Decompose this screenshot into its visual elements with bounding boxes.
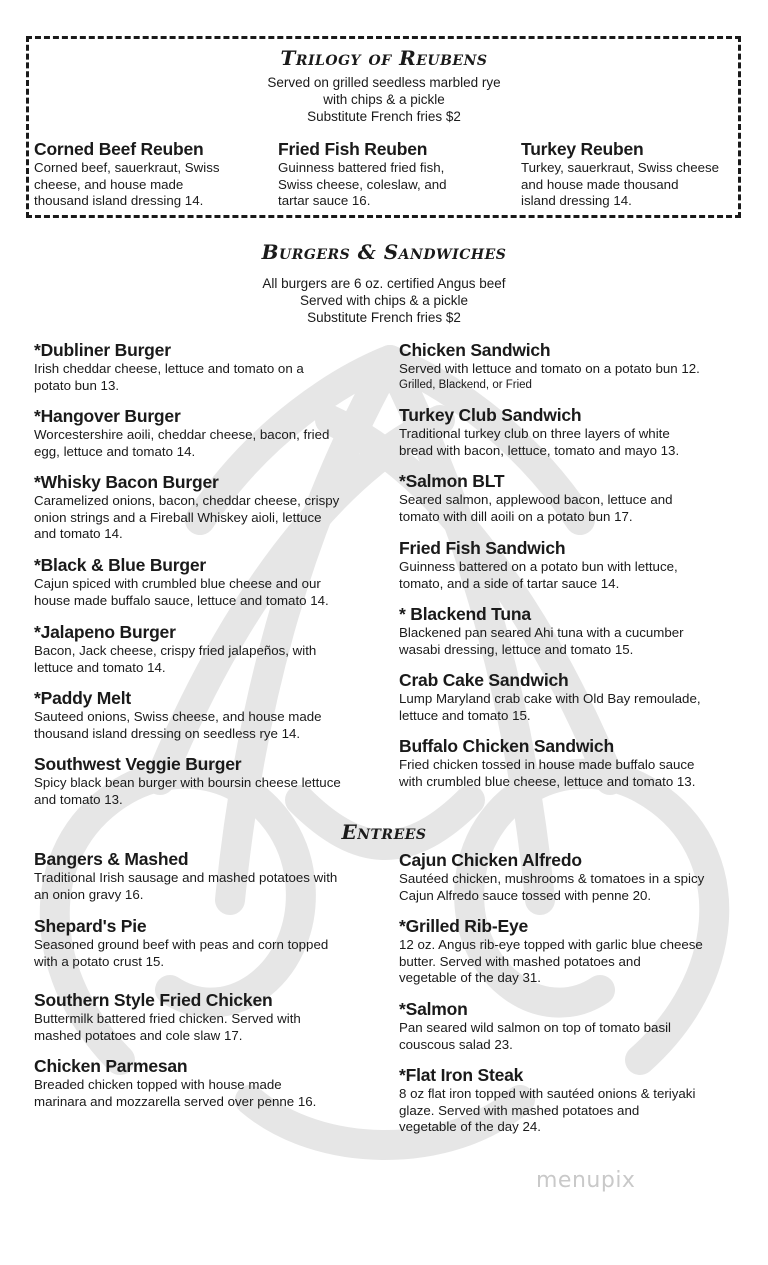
item-name: Chicken Sandwich [399,340,551,360]
menu-item-salmon [399,999,749,1053]
item-description: thousand island dressing 14. [34,193,204,208]
item-description: Traditional turkey club on three layers of white [399,426,670,441]
item-description: Corned beef, sauerkraut, Swiss [34,160,220,175]
item-description: onion strings and a Fireball Whiskey aioli, lettuce [34,509,322,525]
item-description: with a potato crust 15. [34,953,165,969]
item-name: Southwest Veggie Burger [34,754,242,774]
reubens-intro [0,74,768,125]
item-description: and house made thousand [521,176,679,192]
item-description: Worcestershire aoili, cheddar cheese, bacon, fried [34,427,330,442]
item-description: 12 oz. Angus rib-eye topped with garlic blue cheese [399,937,703,952]
burgers-intro [0,275,768,326]
item-description: tomato, and a side of tartar sauce 14. [399,575,620,591]
item-name: *Black & Blue Burger [34,555,207,575]
menu-item-turkey-reuben [521,139,736,210]
item-name: *Grilled Rib-Eye [399,916,529,936]
item-name: Turkey Reuben [521,139,644,159]
menu-item-dubliner-burger [34,340,384,394]
item-description: vegetable of the day 31. [399,970,541,985]
item-note: Grilled, Blackend, or Fried [399,378,532,391]
item-name: Fried Fish Reuben [278,139,428,159]
item-name: Crab Cake Sandwich [399,670,569,690]
item-name: *Paddy Melt [34,688,131,708]
reubens-section-title: Trilogy of Reubens [280,46,488,70]
item-name: Turkey Club Sandwich [399,405,582,425]
item-description: couscous salad 23. [399,1036,513,1052]
item-name: Chicken Parmesan [34,1056,188,1076]
menu-item-grilled-rib-eye [399,916,749,987]
item-description: Served with lettuce and tomato on a potato bun 12. [399,361,700,376]
menu-item-paddy-melt [34,688,384,742]
item-description: Swiss cheese, coleslaw, and [278,176,447,192]
reubens-intro-line: Served on grilled seedless marbled rye [267,75,501,90]
item-description: lettuce and tomato 15. [399,707,531,723]
item-name: Shepard's Pie [34,916,147,936]
item-description: Cajun spiced with crumbled blue cheese and our [34,576,321,591]
item-description: Seasoned ground beef with peas and corn topped [34,937,329,952]
menu-item-chicken-sandwich [399,340,749,392]
item-name: *Dubliner Burger [34,340,171,360]
item-description: Cajun Alfredo sauce tossed with penne 20. [399,887,652,903]
item-description: Guinness battered on a potato bun with lettuce, [399,559,678,574]
item-description: bread with bacon, lettuce, tomato and mayo 13. [399,442,680,458]
item-name: Fried Fish Sandwich [399,538,566,558]
entrees-section-title: Entrees [341,820,427,844]
menu-item-salmon-blt [399,471,749,525]
item-description: Irish cheddar cheese, lettuce and tomato on a [34,361,304,376]
menupix-watermark: menupix [536,1168,636,1193]
item-description: Pan seared wild salmon on top of tomato basil [399,1020,672,1035]
item-description: Seared salmon, applewood bacon, lettuce and [399,492,673,507]
item-name: Corned Beef Reuben [34,139,204,159]
item-name: Cajun Chicken Alfredo [399,850,582,870]
item-description: Lump Maryland crab cake with Old Bay remoulade, [399,691,701,706]
item-name: *Whisky Bacon Burger [34,472,219,492]
menu-item-whisky-bacon-burger [34,472,384,543]
menu-item-fried-fish-sandwich [399,538,749,592]
item-description: Fried chicken tossed in house made buffalo sauce [399,757,695,772]
item-description: butter. Served with mashed potatoes and [399,953,641,969]
item-description: lettuce and tomato 14. [34,659,166,675]
menu-item-turkey-club-sandwich [399,405,749,459]
menu-item-cajun-chicken-alfredo [399,850,749,904]
menu-item-chicken-parmesan [34,1056,384,1110]
menu-item-corned-beef-reuben [34,139,264,210]
item-description: tomato with dill aoili on a potato bun 17. [399,508,633,524]
item-description: Blackened pan seared Ahi tuna with a cucumber [399,625,684,640]
item-description: cheese, and house made [34,176,184,192]
item-description: glaze. Served with mashed potatoes and [399,1102,640,1118]
menu-item-blackend-tuna [399,604,749,658]
item-description: Guinness battered fried fish, [278,160,445,175]
item-description: Sautéed chicken, mushrooms & tomatoes in a spicy [399,871,705,886]
item-description: potato bun 13. [34,377,120,393]
item-name: *Flat Iron Steak [399,1065,524,1085]
item-description: marinara and mozzarella served over penne 16. [34,1093,317,1109]
item-name: Southern Style Fried Chicken [34,990,273,1010]
item-description: house made buffalo sauce, lettuce and tomato 14. [34,592,329,608]
item-description: Turkey, sauerkraut, Swiss cheese [521,160,720,175]
burgers-intro-line: Served with chips & a pickle [299,293,469,308]
item-description: thousand island dressing on seedless rye 14. [34,725,301,741]
menu-item-black-blue-burger [34,555,384,609]
item-description: vegetable of the day 24. [399,1119,541,1134]
item-name: *Salmon BLT [399,471,505,491]
menu-item-bangers-mashed [34,849,384,903]
menu-item-southern-style-fried-chicken [34,990,384,1044]
item-name: Bangers & Mashed [34,849,189,869]
item-description: Bacon, Jack cheese, crispy fried jalapeños, with [34,643,317,658]
item-name: * Blackend Tuna [399,604,531,624]
item-description: with crumbled blue cheese, lettuce and tomato 13. [399,773,696,789]
menu-item-flat-iron-steak [399,1065,749,1136]
item-name: Buffalo Chicken Sandwich [399,736,614,756]
item-description: tartar sauce 16. [278,193,371,208]
reubens-intro-line: Substitute French fries $2 [307,109,461,124]
item-description: wasabi dressing, lettuce and tomato 15. [399,641,634,657]
item-description: island dressing 14. [521,193,632,208]
item-description: Traditional Irish sausage and mashed potatoes with [34,870,338,885]
burgers-intro-line: All burgers are 6 oz. certified Angus beef [262,276,506,291]
item-description: and tomato 13. [34,791,123,807]
item-name: *Hangover Burger [34,406,181,426]
burgers-section-title: Burgers & Sandwiches [261,240,507,264]
item-description: Breaded chicken topped with house made [34,1077,282,1092]
item-description: Caramelized onions, bacon, cheddar cheese, crispy [34,493,340,508]
item-description: 8 oz flat iron topped with sautéed onions & teriyaki [399,1086,696,1101]
menu-item-hangover-burger [34,406,384,460]
menu-item-crab-cake-sandwich [399,670,749,724]
item-description: an onion gravy 16. [34,886,144,902]
menu-item-jalapeno-burger [34,622,384,676]
item-name: *Salmon [399,999,468,1019]
burgers-intro-line: Substitute French fries $2 [307,310,461,325]
menu-item-fried-fish-reuben [278,139,508,210]
menu-item-shepards-pie [34,916,384,970]
item-description: mashed potatoes and cole slaw 17. [34,1027,243,1043]
item-description: egg, lettuce and tomato 14. [34,443,196,459]
item-description: Buttermilk battered fried chicken. Served with [34,1011,301,1026]
item-description: and tomato 14. [34,526,123,541]
item-description: Spicy black bean burger with boursin cheese lettuce [34,775,341,790]
menu-item-southwest-veggie-burger [34,754,384,808]
reubens-intro-line: with chips & a pickle [323,92,445,107]
item-description: Sauteed onions, Swiss cheese, and house made [34,709,322,724]
item-name: *Jalapeno Burger [34,622,176,642]
menu-item-buffalo-chicken-sandwich [399,736,749,790]
